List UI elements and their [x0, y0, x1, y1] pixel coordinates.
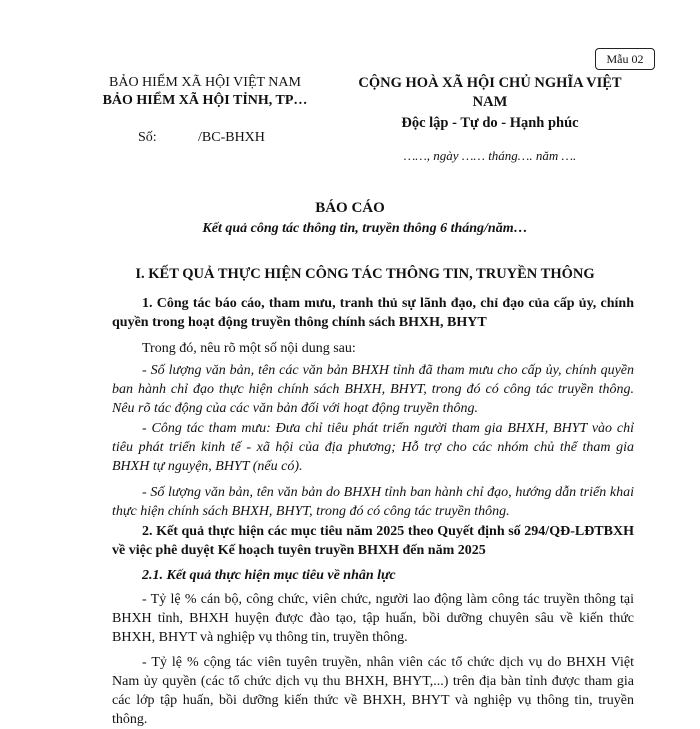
item2-heading: 2. Kết quả thực hiện các mục tiêu năm 2025 theo Quyết định số 294/QĐ-LĐTBXH về việc phê duyệt Kế hoạch tuyên truyền BHXH đến năm 2025 [112, 524, 634, 558]
national-motto: Độc lập - Tự do - Hạnh phúc [401, 115, 579, 131]
item21-paragraph: - Tỷ lệ % cộng tác viên tuyên truyền, nhân viên các tổ chức dịch vụ do BHXH Việt Nam ủy quyền (các tổ chức dịch vụ thu BHXH, BHYT,...) trên địa bàn tỉnh được tham gia các lớp tập huấn, bồi dưỡng kiến thức về BHXH, BHYT và nghiệp vụ thông tin, truyền thông. [112, 655, 634, 727]
section-heading: I. KẾT QUẢ THỰC HIỆN CÔNG TÁC THÔNG TIN, TRUYỀN THÔNG [135, 266, 595, 282]
document-number-label: Số: [138, 130, 157, 145]
item21-heading: 2.1. Kết quả thực hiện mục tiêu về nhân lực [142, 568, 396, 583]
item21-paragraph: - Tỷ lệ % cán bộ, công chức, viên chức, người lao động làm công tác truyền thông tại BHXH tỉnh, BHXH huyện được đào tạo, tập huấn, bồi dưỡng chuyên sâu về kiến thức BHXH, BHYT và nghiệp vụ thông tin, truyền thông. [112, 592, 634, 645]
report-subtitle: Kết quả công tác thông tin, truyền thông 6 tháng/năm… [202, 221, 528, 236]
agency-name: BẢO HIỂM XÃ HỘI TỈNH, TP… [102, 93, 308, 108]
national-title-line2: NAM [472, 94, 508, 110]
item1-intro: Trong đó, nêu rõ một số nội dung sau: [142, 341, 356, 356]
item1-bullet: - Số lượng văn bản, tên các văn bản BHXH tỉnh đã tham mưu cho cấp ủy, chính quyền ban hành chỉ đạo thực hiện chính sách BHXH, BHYT, trong đó có công tác truyền thông. Nêu rõ tác động của các văn bản đối với hoạt động truyền thông. [112, 363, 634, 416]
item1-bullet: - Số lượng văn bản, tên văn bản do BHXH tỉnh ban hành chỉ đạo, hướng dẫn triển khai thực hiện chính sách BHXH, BHYT, trong đó có công tác truyền thông. [112, 485, 634, 519]
agency-parent: BẢO HIỂM XÃ HỘI VIỆT NAM [109, 75, 301, 90]
agency-header [95, 74, 315, 110]
form-code-badge: Mẫu 02 [595, 48, 655, 70]
national-title-line1: CỘNG HOÀ XÃ HỘI CHỦ NGHĨA VIỆT [358, 75, 622, 91]
report-title: BÁO CÁO [315, 200, 385, 216]
item1-heading: 1. Công tác báo cáo, tham mưu, tranh thủ sự lãnh đạo, chỉ đạo của cấp ủy, chính quyền trong hoạt động truyền thông chính sách BHXH, BHYT [112, 296, 634, 330]
item1-bullet: - Công tác tham mưu: Đưa chỉ tiêu phát triển người tham gia BHXH, BHYT vào chỉ tiêu phát triển kinh tế - xã hội của địa phương; Hỗ trợ cho các nhóm chủ thể tham gia BHXH tự nguyện, BHYT (nếu có). [112, 421, 634, 474]
national-header [345, 74, 635, 133]
document-number-suffix: /BC-BHXH [198, 130, 265, 145]
date-line: ……, ngày …… tháng…. năm …. [403, 148, 577, 163]
